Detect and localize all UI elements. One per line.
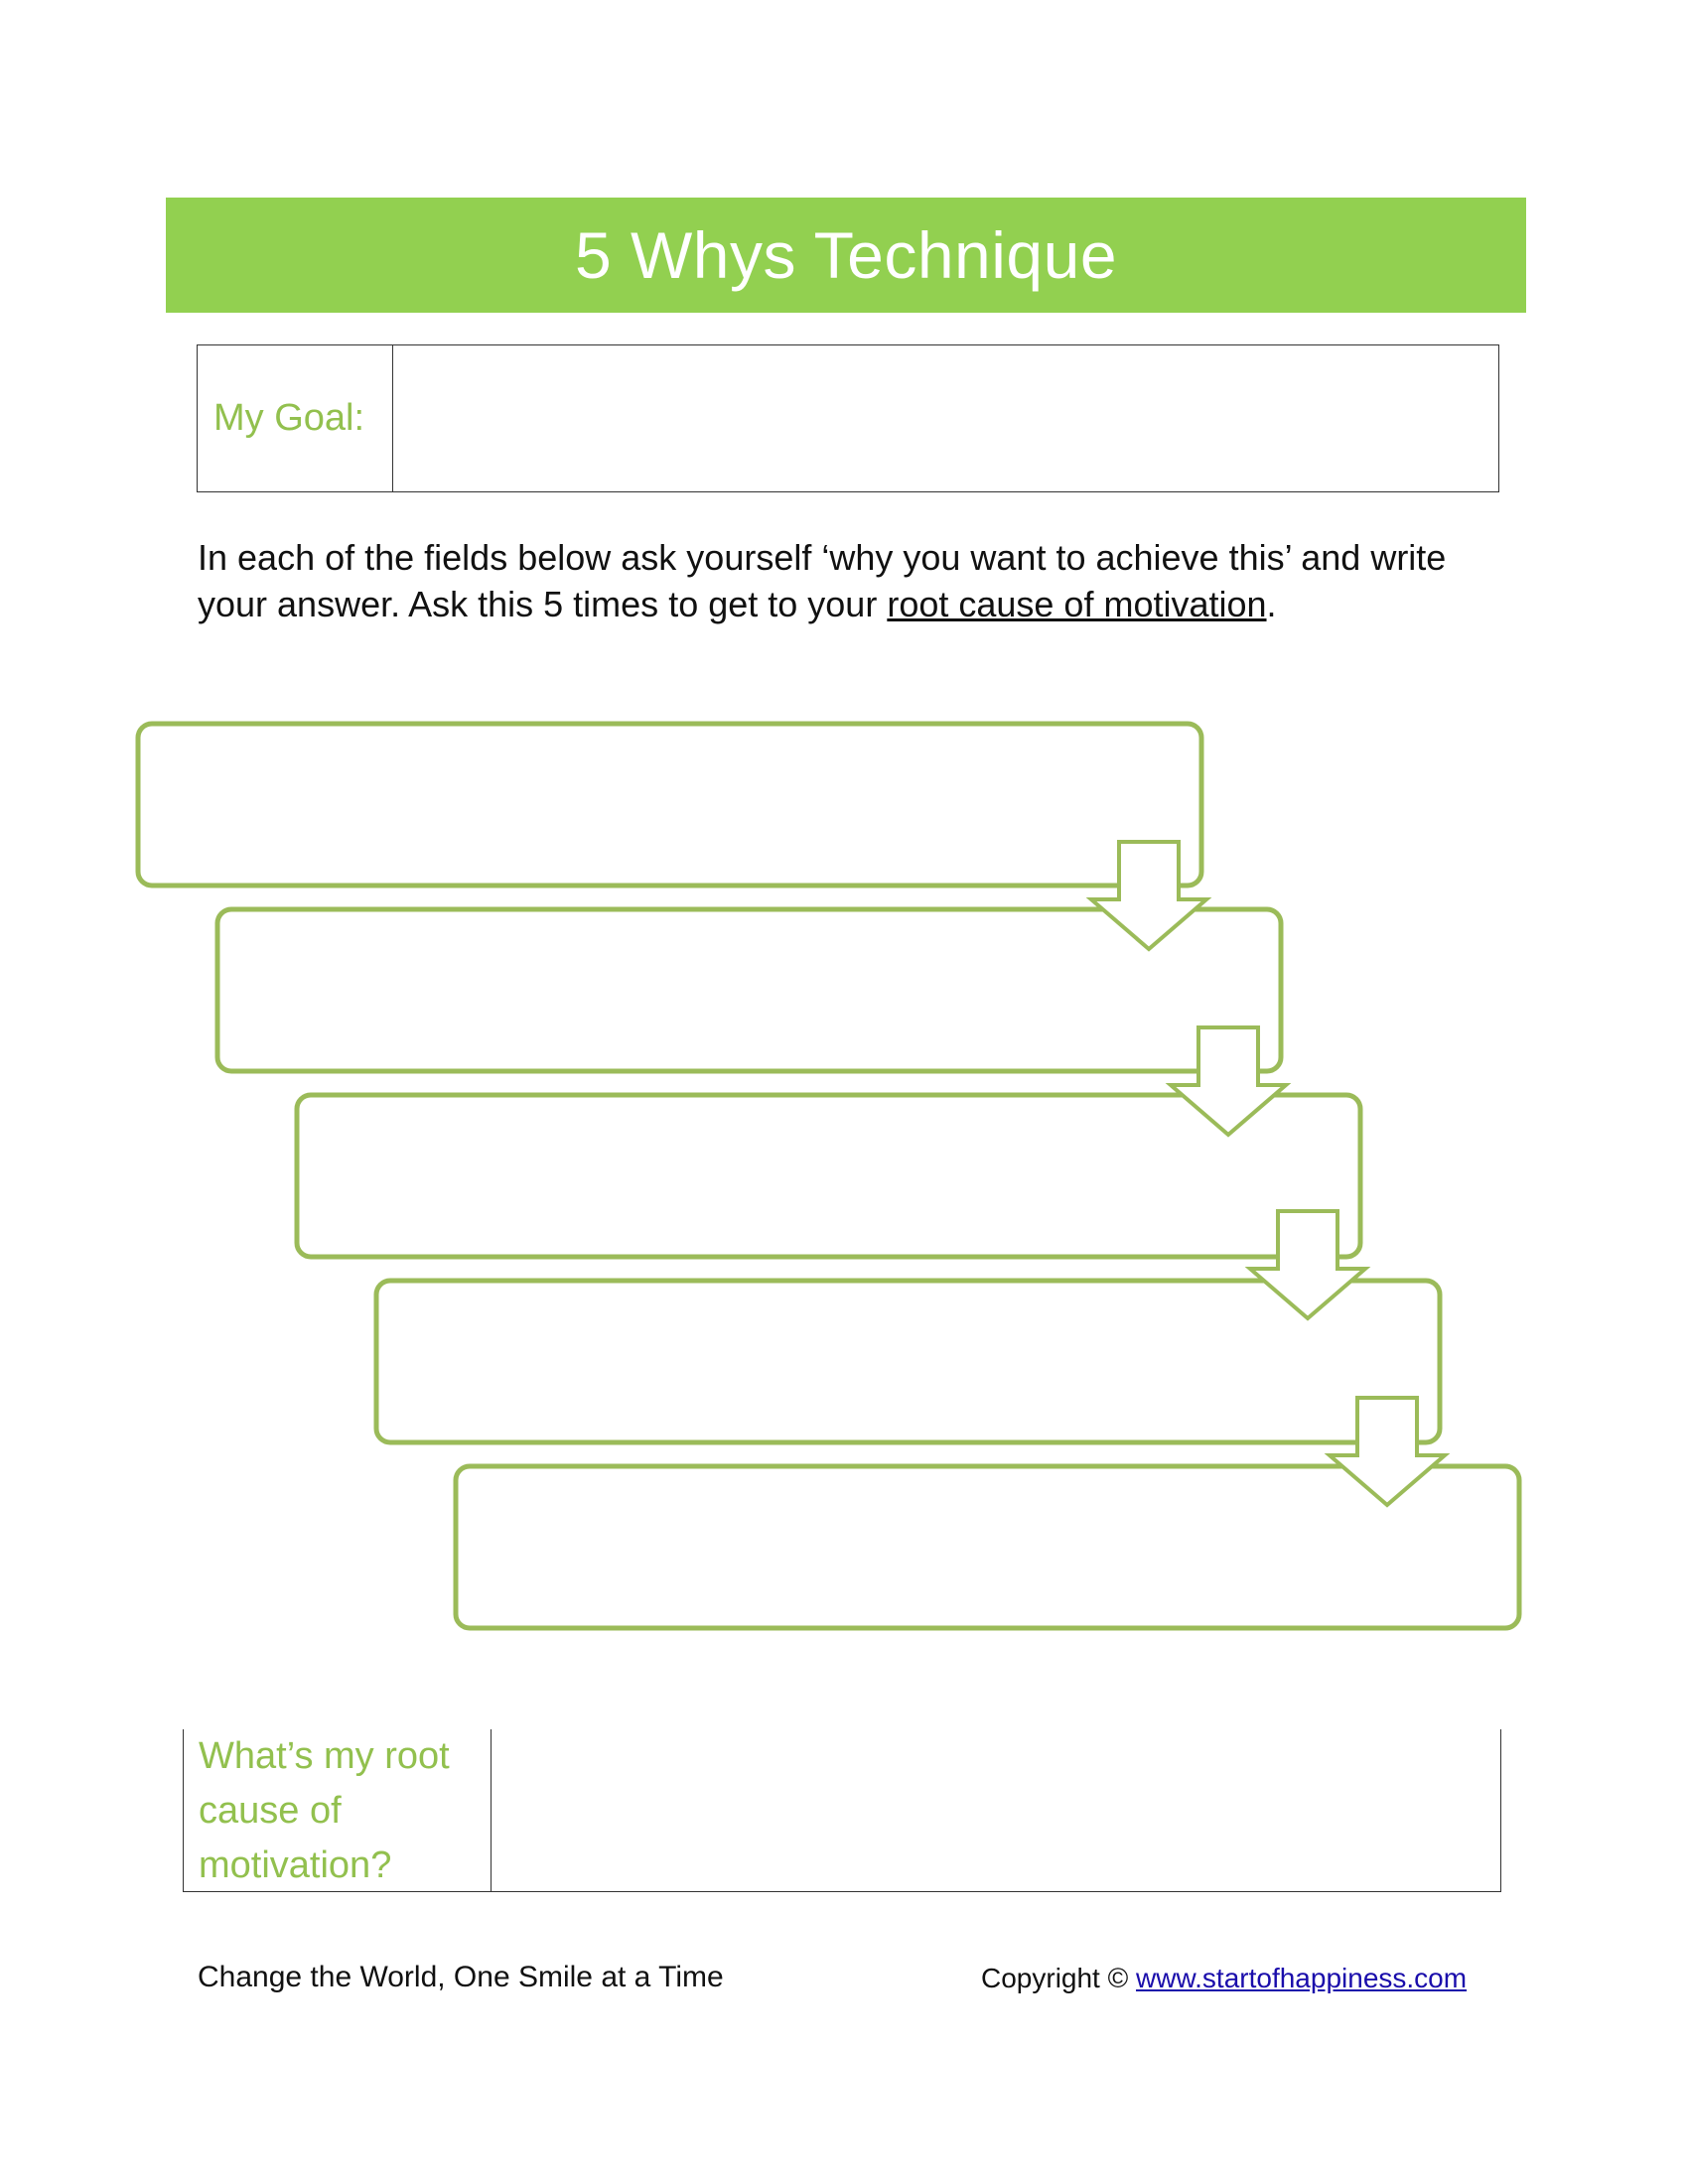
instructions-text: In each of the fields below ask yourself ‘why you want to achieve this’ and write your answer. Ask this 5 times to get to your — [198, 537, 1447, 624]
root-cause-label-line: motivation? — [199, 1844, 392, 1886]
why-box-4[interactable] — [376, 1281, 1440, 1442]
why-box-1[interactable] — [138, 724, 1201, 886]
instructions-end: . — [1266, 584, 1277, 624]
copyright-text: Copyright © — [981, 1963, 1137, 1993]
root-cause-label-line: cause of — [199, 1790, 342, 1832]
page-title: 5 Whys Technique — [574, 218, 1118, 292]
root-cause-field[interactable] — [492, 1729, 1500, 1891]
why-box-3[interactable] — [297, 1095, 1360, 1257]
footer-copyright — [981, 1963, 1467, 1994]
why-box-2[interactable] — [217, 909, 1281, 1071]
footer-tagline: Change the World, One Smile at a Time — [198, 1961, 724, 1993]
why-box-5[interactable] — [456, 1466, 1519, 1628]
website-link[interactable]: www.startofhappiness.com — [1136, 1963, 1468, 1993]
root-cause-table — [183, 1729, 1501, 1892]
goal-label: My Goal: — [198, 345, 393, 491]
root-cause-label-line: What’s my root — [199, 1735, 450, 1777]
instructions-underlined: root cause of motivation — [887, 584, 1267, 624]
root-cause-label — [184, 1729, 492, 1891]
